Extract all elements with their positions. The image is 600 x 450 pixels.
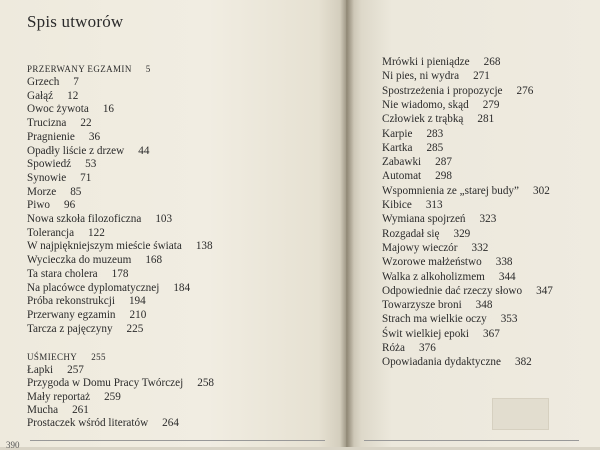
toc-entry-page: 210 bbox=[129, 308, 147, 321]
toc-entry-page: 258 bbox=[197, 377, 214, 390]
toc-entry bbox=[27, 364, 84, 376]
toc-entry bbox=[27, 76, 79, 88]
toc-entry-title: Odpowiednie dać rzeczy słowo bbox=[382, 284, 523, 297]
toc-entry-page: 287 bbox=[435, 156, 452, 169]
toc-entry bbox=[27, 240, 213, 252]
toc-entry bbox=[382, 285, 553, 297]
toc-entry-title: Wycieczka do muzeum bbox=[27, 254, 132, 267]
toc-entry-page: 348 bbox=[475, 299, 493, 312]
toc-entry-title: Trucizna bbox=[27, 117, 67, 130]
toc-entry-page: 298 bbox=[435, 170, 452, 183]
toc-entry bbox=[382, 170, 452, 182]
toc-entry-title: Nowa szkoła filozoficzna bbox=[27, 213, 142, 225]
toc-entry-title: Mały reportaż bbox=[27, 390, 91, 403]
toc-entry-title: Karpie bbox=[382, 127, 413, 140]
toc-entry-page: 338 bbox=[495, 256, 513, 269]
toc-entry bbox=[382, 228, 470, 240]
toc-entry-title: Wymiana spojrzeń bbox=[382, 213, 466, 226]
toc-entry bbox=[27, 131, 100, 143]
section-heading-page: 255 bbox=[91, 352, 106, 362]
toc-entry bbox=[382, 256, 513, 268]
toc-entry-title: Walka z alkoholizmem bbox=[382, 270, 485, 283]
page-title: Spis utworów bbox=[27, 12, 124, 31]
toc-entry bbox=[382, 342, 436, 354]
toc-entry bbox=[382, 85, 533, 97]
toc-entry-title: Spostrzeżenia i propozycje bbox=[382, 84, 503, 97]
toc-entry-page: 261 bbox=[72, 403, 89, 416]
toc-entry-page: 96 bbox=[64, 199, 76, 212]
toc-entry-title: Wspomnienia ze „starej budy” bbox=[382, 184, 519, 197]
toc-entry-title: Owoc żywota bbox=[27, 103, 89, 116]
toc-entry-title: Opowiadania dydaktyczne bbox=[382, 356, 501, 369]
toc-entry-title: Automat bbox=[382, 170, 422, 183]
toc-entry-page: 168 bbox=[145, 254, 163, 267]
toc-entry-page: 279 bbox=[482, 98, 500, 111]
toc-entry-title: Wzorowe małżeństwo bbox=[382, 256, 482, 269]
toc-entry bbox=[382, 299, 492, 311]
toc-entry-title: Świt wielkiej epoki bbox=[382, 327, 470, 340]
toc-entry-title: Towarzysze broni bbox=[382, 299, 462, 312]
toc-entry-page: 367 bbox=[483, 327, 500, 340]
toc-entry-page: 184 bbox=[173, 281, 191, 294]
toc-entry-page: 302 bbox=[533, 184, 550, 197]
show-through-mark bbox=[492, 398, 549, 430]
toc-entry bbox=[27, 117, 92, 129]
toc-entry-page: 376 bbox=[419, 342, 436, 354]
toc-entry-page: 194 bbox=[128, 295, 146, 308]
toc-entry-page: 353 bbox=[500, 313, 518, 326]
toc-entry bbox=[27, 268, 128, 280]
toc-entry-page: 16 bbox=[102, 103, 115, 116]
toc-entry bbox=[382, 356, 532, 368]
toc-entry-page: 53 bbox=[85, 158, 97, 171]
toc-entry-title: Kibice bbox=[382, 199, 412, 211]
toc-entry-page: 313 bbox=[425, 199, 443, 211]
toc-entry-page: 268 bbox=[483, 56, 501, 68]
toc-entry-title: Ni pies, ni wydra bbox=[382, 70, 460, 83]
toc-entry-title: Morze bbox=[27, 185, 57, 198]
toc-entry bbox=[382, 242, 488, 254]
toc-entry-title: Człowiek z trąbką bbox=[382, 113, 464, 126]
toc-entry-title: Strach ma wielkie oczy bbox=[382, 313, 487, 326]
toc-entry-page: 257 bbox=[67, 364, 84, 376]
toc-entry-title: Opadły liście z drzew bbox=[27, 144, 125, 157]
toc-entry-title: Próba rekonstrukcji bbox=[27, 295, 115, 308]
toc-entry-title: Ta stara cholera bbox=[27, 267, 98, 280]
footer-rule bbox=[364, 440, 579, 441]
toc-entry bbox=[382, 313, 517, 325]
toc-entry-title: Przerwany egzamin bbox=[27, 308, 116, 321]
toc-entry-page: 7 bbox=[73, 76, 79, 88]
toc-entry-title: Rozgadał się bbox=[382, 227, 440, 240]
toc-entry-page: 71 bbox=[80, 171, 92, 184]
toc-entry-title: Majowy wieczór bbox=[382, 241, 458, 254]
toc-entry-page: 271 bbox=[473, 70, 490, 83]
toc-entry-title: Róża bbox=[382, 342, 405, 354]
toc-entry-page: 276 bbox=[516, 84, 534, 97]
toc-entry bbox=[382, 142, 443, 154]
toc-entry bbox=[27, 309, 146, 321]
toc-entry-page: 103 bbox=[155, 213, 173, 225]
toc-entry-title: Zabawki bbox=[382, 156, 422, 169]
toc-entry-page: 281 bbox=[477, 113, 495, 126]
toc-entry-title: Spowiedź bbox=[27, 158, 72, 171]
section-heading bbox=[27, 64, 151, 74]
page-number: 390 bbox=[6, 440, 20, 450]
toc-entry-title: Mrówki i pieniądze bbox=[382, 56, 470, 68]
toc-entry bbox=[27, 213, 172, 225]
toc-entry bbox=[382, 185, 550, 197]
toc-entry-page: 178 bbox=[111, 267, 129, 280]
toc-entry-page: 225 bbox=[126, 322, 144, 335]
book-gutter bbox=[340, 0, 354, 447]
toc-entry bbox=[27, 186, 81, 198]
section-heading-label: UŚMIECHY bbox=[27, 352, 78, 362]
toc-entry bbox=[27, 323, 143, 335]
toc-entry bbox=[27, 145, 149, 157]
toc-entry-page: 85 bbox=[70, 185, 82, 198]
toc-entry bbox=[382, 271, 516, 283]
toc-entry-page: 344 bbox=[498, 270, 516, 283]
toc-entry-title: Przygoda w Domu Pracy Twórczej bbox=[27, 377, 184, 390]
toc-entry bbox=[27, 172, 91, 184]
section-heading-label: PRZERWANY EGZAMIN bbox=[27, 64, 132, 74]
toc-entry bbox=[382, 99, 499, 111]
toc-entry-page: 36 bbox=[88, 130, 101, 143]
toc-entry-title: Tolerancja bbox=[27, 226, 75, 239]
toc-entry-page: 12 bbox=[67, 89, 79, 102]
toc-entry-title: Mucha bbox=[27, 403, 59, 416]
toc-entry bbox=[382, 328, 500, 340]
toc-entry bbox=[382, 156, 452, 168]
toc-entry-page: 347 bbox=[536, 284, 553, 297]
section-heading-page: 5 bbox=[145, 64, 151, 74]
toc-entry-title: Łapki bbox=[27, 364, 54, 376]
toc-entry-page: 22 bbox=[80, 117, 92, 130]
toc-entry-title: Nie wiadomo, skąd bbox=[382, 98, 469, 111]
toc-entry bbox=[27, 199, 75, 211]
toc-entry-title: Synowie bbox=[27, 171, 67, 184]
toc-entry-page: 264 bbox=[162, 417, 179, 430]
toc-entry-page: 44 bbox=[138, 144, 150, 157]
toc-entry-title: Grzech bbox=[27, 76, 60, 88]
footer-rule bbox=[30, 440, 325, 441]
toc-entry-page: 329 bbox=[453, 227, 471, 240]
toc-entry bbox=[382, 213, 496, 225]
toc-entry-page: 382 bbox=[514, 356, 532, 369]
toc-entry bbox=[27, 377, 214, 389]
toc-entry-title: Prostaczek wśród literatów bbox=[27, 417, 149, 430]
toc-entry-page: 259 bbox=[104, 390, 121, 403]
toc-entry bbox=[382, 199, 443, 211]
toc-entry-page: 332 bbox=[471, 241, 489, 254]
toc-entry-title: Pragnienie bbox=[27, 130, 75, 143]
toc-entry-title: Kartka bbox=[382, 141, 413, 154]
toc-entry-page: 285 bbox=[426, 141, 444, 154]
toc-entry bbox=[27, 227, 105, 239]
toc-entry bbox=[27, 158, 96, 170]
toc-entry bbox=[382, 56, 500, 68]
toc-entry bbox=[27, 254, 162, 266]
toc-entry bbox=[382, 113, 494, 125]
toc-entry-title: Gałąź bbox=[27, 89, 54, 102]
toc-entry bbox=[27, 90, 78, 102]
toc-entry bbox=[27, 103, 114, 115]
toc-entry-page: 323 bbox=[479, 213, 497, 226]
toc-entry-title: Piwo bbox=[27, 199, 51, 212]
toc-entry-title: W najpiękniejszym mieście świata bbox=[27, 240, 182, 253]
toc-entry-page: 283 bbox=[426, 127, 444, 140]
toc-entry bbox=[27, 391, 121, 403]
toc-entry-title: Tarcza z pajęczyny bbox=[27, 322, 113, 335]
toc-entry bbox=[27, 295, 146, 307]
toc-entry bbox=[382, 128, 443, 140]
toc-entry-page: 138 bbox=[195, 240, 213, 253]
toc-entry bbox=[27, 282, 190, 294]
toc-entry-page: 122 bbox=[88, 226, 105, 239]
right-page bbox=[346, 0, 600, 447]
toc-entry-title: Na placówce dyplomatycznej bbox=[27, 281, 160, 294]
toc-entry bbox=[27, 417, 179, 429]
toc-entry bbox=[27, 404, 89, 416]
section-heading bbox=[27, 352, 106, 362]
toc-entry bbox=[382, 70, 490, 82]
